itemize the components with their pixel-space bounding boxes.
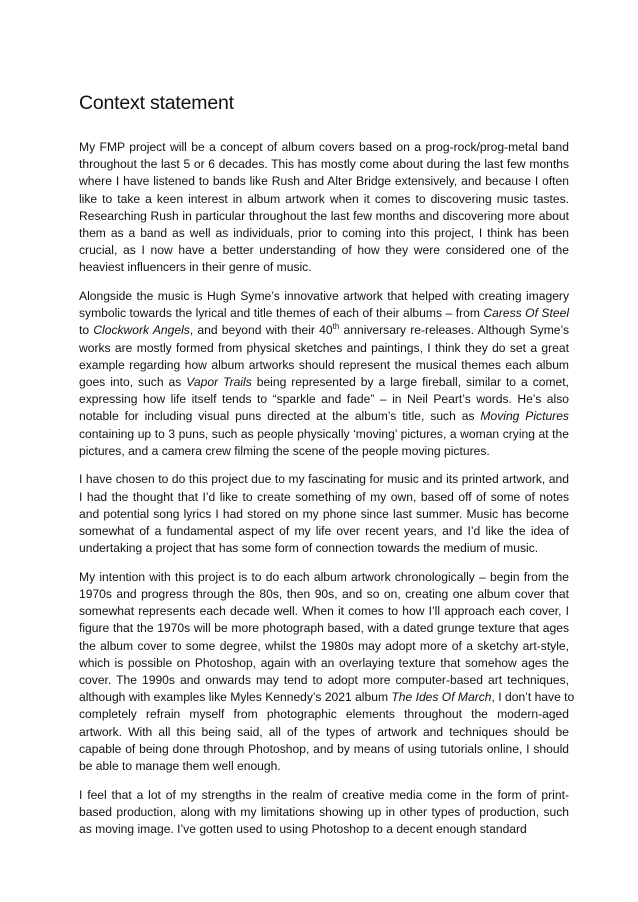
text-line xyxy=(79,821,569,838)
page-title: Context statement xyxy=(79,92,234,114)
text-run: to xyxy=(79,323,94,338)
italic-title: Vapor Trails xyxy=(186,375,252,390)
text-line xyxy=(79,787,569,804)
text-run: , and beyond with their 40 xyxy=(189,323,333,338)
text-run: based production, along with my limitations showing up in other types of production, such xyxy=(79,804,569,819)
text-run: notable for including visual puns directed at the album’s title, such as xyxy=(79,409,481,424)
text-line xyxy=(79,208,569,225)
text-line xyxy=(79,322,569,339)
text-line xyxy=(79,655,569,672)
text-run: goes into, such as xyxy=(79,375,187,390)
text-run: the album cover to some degree, whilst the 1980s may adopt more of a sketchy art-style, xyxy=(79,638,569,653)
text-run: My FMP project will be a concept of album covers based on a prog-rock/prog-metal band xyxy=(79,140,569,154)
text-line xyxy=(79,638,569,655)
text-line xyxy=(79,506,569,523)
text-run: and potential song lyrics I had stored on my phone since last summer. Music has become xyxy=(79,506,569,521)
text-run: My intention with this project is to do each album artwork chronologically – begin from the xyxy=(79,569,569,584)
text-run: somewhat represents each decade well. When it comes to how I’ll approach each cover, I xyxy=(79,604,569,619)
text-line xyxy=(79,471,569,488)
text-run: symbolic towards the lyrical and title themes of each of their albums – from xyxy=(79,306,484,321)
paragraph xyxy=(79,787,569,839)
italic-title: Caress Of Steel xyxy=(483,306,569,321)
italic-title: Clockwork Angels xyxy=(93,323,190,338)
text-run: anniversary re-releases. Although Syme’s xyxy=(339,323,570,338)
text-run: them as a band as well as individuals, prior to coming into this project, I think has been xyxy=(79,226,569,241)
text-run: being represented by a large fireball, similar to a comet, xyxy=(251,375,569,390)
text-run: figure that the 1970s will be more photograph based, with a dated grunge texture that ages xyxy=(79,621,569,636)
text-line xyxy=(79,569,569,586)
paragraph xyxy=(79,569,575,775)
text-line xyxy=(79,758,569,775)
text-line xyxy=(79,426,569,443)
text-line xyxy=(79,139,569,156)
text-line xyxy=(79,586,569,603)
text-run: works are mostly formed from physical sketches and paintings, I think they do set a great xyxy=(79,340,569,355)
text-run: undertaking a project that has some form of connection towards the medium of music. xyxy=(79,541,539,556)
text-line xyxy=(79,741,569,758)
text-run: although with examples like Myles Kennedy’s 2021 album xyxy=(79,690,392,705)
text-run: I had the thought that I’d like to create something of my own, based off of some of notes xyxy=(79,489,569,504)
paragraph xyxy=(79,139,569,277)
text-line xyxy=(79,288,569,305)
text-line xyxy=(79,173,569,190)
text-run: pictures, and a camera crew filming the scene of the people moving pictures. xyxy=(79,443,490,458)
text-run: as moving image. I’ve gotten used to using Photoshop to a decent enough standard xyxy=(79,822,527,837)
text-line xyxy=(79,540,569,557)
text-line xyxy=(79,724,569,741)
text-line xyxy=(79,191,569,208)
text-line xyxy=(79,523,569,540)
text-line xyxy=(79,156,569,173)
text-line xyxy=(79,225,569,242)
italic-title: The Ides Of March xyxy=(391,690,492,705)
text-line xyxy=(79,620,569,637)
text-line xyxy=(79,804,569,821)
document-body xyxy=(79,139,575,850)
text-line xyxy=(79,603,569,620)
text-line xyxy=(79,489,569,506)
text-run: like to take a keen interest in album artwork when it comes to discovering music tastes. xyxy=(79,191,569,206)
text-run: I feel that a lot of my strengths in the realm of creative media come in the form of print- xyxy=(79,787,569,802)
text-line xyxy=(79,374,569,391)
text-run: which is possible on Photoshop, again with an overlaying texture that somehow ages the xyxy=(79,655,569,670)
text-line xyxy=(79,391,569,408)
text-run: expressing how life itself tends to “sparkle and fade” – in Neil Peart’s words. He’s also xyxy=(79,392,569,407)
text-line xyxy=(79,357,569,374)
text-line xyxy=(79,340,569,357)
text-line xyxy=(79,672,569,689)
text-run: example regarding how album artworks should represent the musical themes each album xyxy=(79,357,569,372)
text-run: Researching Rush in particular throughout the last few months and discovering more about xyxy=(79,208,569,223)
text-run: somewhat of a fundamental aspect of my life over recent years, and I’d like the idea of xyxy=(79,524,569,539)
text-run: Alongside the music is Hugh Syme’s innovative artwork that helped with creating imagery xyxy=(79,289,569,304)
paragraph xyxy=(79,471,569,557)
text-line xyxy=(79,408,569,425)
text-run: I have chosen to do this project due to my fascinating for music and its printed artwork, and xyxy=(79,472,569,487)
paragraph xyxy=(79,288,569,460)
text-run: 1970s and progress through the 80s, then 90s, and so on, creating one album cover that xyxy=(79,587,569,602)
text-line xyxy=(79,242,569,259)
text-run: capable of being done through Photoshop, and by means of using tutorials online, I should xyxy=(79,741,569,756)
text-line xyxy=(79,706,569,723)
text-run: crucial, as I now have a better understanding of how they were considered one of the xyxy=(79,243,569,258)
text-run: containing up to 3 puns, such as people physically ‘moving’ pictures, a woman crying at the xyxy=(79,426,569,441)
text-run: , I don’t have to xyxy=(491,690,575,705)
text-line xyxy=(79,259,569,276)
italic-title: Moving Pictures xyxy=(480,409,569,424)
text-run: cover. The 1990s and onwards may tend to adopt more computer-based art techniques, xyxy=(79,673,569,688)
text-line xyxy=(79,443,569,460)
text-line xyxy=(79,689,575,706)
text-line xyxy=(79,305,569,322)
text-run: be able to manage them well enough. xyxy=(79,759,281,774)
superscript: th xyxy=(332,322,340,332)
text-run: completely refrain myself from photographic elements throughout the modern-aged xyxy=(79,707,569,722)
text-run: throughout the last 5 or 6 decades. This has mostly come about during the last few months xyxy=(79,157,569,172)
text-run: artwork. With all this being said, all of the types of artwork and techniques should be xyxy=(79,724,569,739)
text-run: where I have listened to bands like Rush and Alter Bridge extensively, and because I often xyxy=(79,174,569,189)
text-run: heaviest influencers in their genre of music. xyxy=(79,260,312,275)
